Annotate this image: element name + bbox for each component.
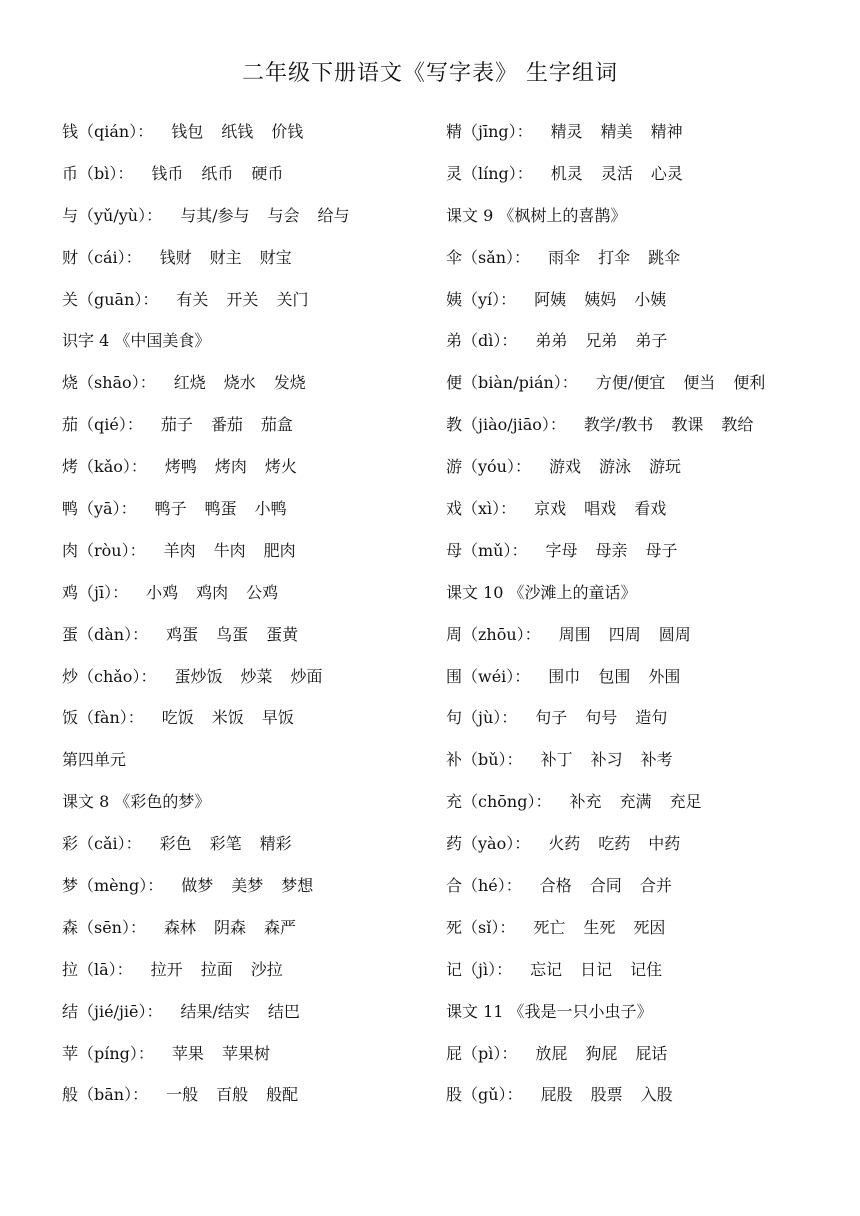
compound-word: 游玩 <box>649 457 682 477</box>
compound-word: 钱财 <box>159 247 192 267</box>
compound-word: 屁话 <box>635 1043 668 1063</box>
compound-word: 一般 <box>166 1085 199 1105</box>
compound-word: 围巾 <box>548 666 581 686</box>
section-heading <box>62 788 432 830</box>
character-pinyin: 结（jié/jiē）： <box>62 1001 163 1021</box>
vocab-entry <box>62 998 432 1040</box>
compound-word: 精彩 <box>259 834 292 854</box>
character-pinyin: 灵（líng）： <box>446 163 533 183</box>
compound-word: 森林 <box>164 917 197 937</box>
character-pinyin: 关（guān）： <box>62 289 159 309</box>
compound-word: 四周 <box>608 624 641 644</box>
compound-word: 充足 <box>669 792 702 812</box>
compound-word: 梦想 <box>281 876 314 896</box>
character-pinyin: 鸭（yā）： <box>62 499 137 519</box>
compound-word: 包围 <box>598 666 631 686</box>
character-pinyin: 戏（xì）： <box>446 499 517 519</box>
vocab-entry <box>62 914 432 956</box>
compound-word: 美梦 <box>231 876 264 896</box>
compound-word: 心灵 <box>650 163 683 183</box>
character-pinyin: 梦（mèng）： <box>62 876 164 896</box>
vocab-entry <box>446 244 846 286</box>
compound-word: 彩色 <box>159 834 192 854</box>
compound-word: 游泳 <box>599 457 632 477</box>
compound-word: 精神 <box>650 122 683 141</box>
compound-word: 结果/结实 <box>180 1001 250 1021</box>
compound-word: 充满 <box>619 792 652 812</box>
compound-word: 吃饭 <box>161 708 194 728</box>
compound-word: 补考 <box>640 750 673 770</box>
vocab-entry <box>62 704 432 746</box>
compound-word: 沙拉 <box>250 959 283 979</box>
compound-word: 与其/参与 <box>180 205 250 225</box>
vocab-entry <box>62 537 432 579</box>
right-column <box>446 118 846 1123</box>
vocab-entry <box>446 621 846 663</box>
compound-word: 死因 <box>633 917 666 937</box>
compound-word: 做梦 <box>181 876 214 896</box>
compound-word: 机灵 <box>550 163 583 183</box>
compound-word: 记住 <box>630 959 663 979</box>
character-pinyin: 股（gǔ）： <box>446 1085 523 1105</box>
compound-word: 公鸡 <box>246 582 279 602</box>
vocab-entry <box>446 788 846 830</box>
compound-word: 百般 <box>216 1085 249 1105</box>
compound-word: 股票 <box>590 1085 623 1105</box>
character-pinyin: 蛋（dàn）： <box>62 624 149 644</box>
compound-word: 教课 <box>671 415 704 435</box>
compound-word: 弟子 <box>635 331 668 351</box>
heading-text: 课文 10 《沙滩上的童话》 <box>446 582 637 602</box>
character-pinyin: 币（bì）： <box>62 163 134 183</box>
compound-word: 烧水 <box>223 373 256 393</box>
vocab-entry <box>446 1081 846 1123</box>
vocab-entry <box>446 746 846 788</box>
compound-word: 小鸭 <box>254 499 287 519</box>
compound-word: 忘记 <box>530 959 563 979</box>
section-heading <box>446 579 846 621</box>
vocab-entry <box>446 369 846 411</box>
compound-word: 火药 <box>548 834 581 854</box>
section-heading <box>446 998 846 1040</box>
character-pinyin: 便（biàn/pián）： <box>446 373 578 393</box>
compound-word: 姨妈 <box>584 289 617 309</box>
compound-word: 造句 <box>635 708 668 728</box>
compound-word: 与会 <box>267 205 300 225</box>
character-pinyin: 财（cái）： <box>62 247 142 267</box>
compound-word: 烤肉 <box>214 457 247 477</box>
compound-word: 有关 <box>176 289 209 309</box>
compound-word: 炒菜 <box>240 666 273 686</box>
compound-word: 鸡肉 <box>196 582 229 602</box>
compound-word: 放屁 <box>535 1043 568 1063</box>
character-pinyin: 句（jù）： <box>446 708 518 728</box>
compound-word: 发烧 <box>273 373 306 393</box>
compound-word: 精灵 <box>550 122 583 141</box>
compound-word: 茄盒 <box>260 415 293 435</box>
vocab-entry <box>62 369 432 411</box>
heading-text: 第四单元 <box>62 750 127 770</box>
compound-word: 游戏 <box>548 457 581 477</box>
vocab-entry <box>62 160 432 202</box>
vocab-entry <box>62 244 432 286</box>
vocab-entry <box>446 663 846 705</box>
compound-word: 唱戏 <box>584 499 617 519</box>
compound-word: 教学/教书 <box>583 415 654 435</box>
compound-word: 苹果树 <box>221 1043 270 1063</box>
section-heading <box>62 327 432 369</box>
vocab-entry <box>446 537 846 579</box>
compound-word: 茄子 <box>160 415 193 435</box>
compound-word: 鸭子 <box>154 499 187 519</box>
vocab-entry <box>446 830 846 872</box>
compound-word: 入股 <box>640 1085 673 1105</box>
compound-word: 打伞 <box>598 247 631 267</box>
compound-word: 鸟蛋 <box>216 624 249 644</box>
vocab-entry <box>62 956 432 998</box>
compound-word: 羊肉 <box>163 540 196 560</box>
compound-word: 给与 <box>317 205 350 225</box>
character-pinyin: 补（bǔ）： <box>446 750 523 770</box>
compound-word: 牛肉 <box>213 540 246 560</box>
character-pinyin: 饭（fàn）： <box>62 708 144 728</box>
compound-word: 雨伞 <box>548 247 581 267</box>
heading-text: 课文 9 《枫树上的喜鹊》 <box>446 205 627 225</box>
vocab-entry <box>62 579 432 621</box>
compound-word: 便当 <box>683 373 716 393</box>
left-column <box>62 118 432 1123</box>
character-pinyin: 烧（shāo）： <box>62 373 156 393</box>
character-pinyin: 般（bān）： <box>62 1085 149 1105</box>
character-pinyin: 茄（qié）： <box>62 415 143 435</box>
compound-word: 财宝 <box>259 247 292 267</box>
compound-word: 方便/便宜 <box>595 373 666 393</box>
character-pinyin: 弟（dì）： <box>446 331 518 351</box>
character-pinyin: 烤（kǎo）： <box>62 457 147 477</box>
compound-word: 拉面 <box>200 959 233 979</box>
vocab-entry <box>446 704 846 746</box>
compound-word: 句号 <box>585 708 618 728</box>
compound-word: 蛋黄 <box>266 624 299 644</box>
character-pinyin: 森（sēn）： <box>62 917 146 937</box>
vocab-entry <box>446 160 846 202</box>
vocab-entry <box>446 286 846 328</box>
character-pinyin: 记（jì）： <box>446 959 513 979</box>
compound-word: 拉开 <box>150 959 183 979</box>
compound-word: 硬币 <box>251 163 284 183</box>
compound-word: 合并 <box>639 876 672 896</box>
character-pinyin: 屁（pì）： <box>446 1043 518 1063</box>
vocab-entry <box>446 411 846 453</box>
compound-word: 烤鸭 <box>164 457 197 477</box>
heading-text: 课文 11 《我是一只小虫子》 <box>446 1001 653 1021</box>
heading-text: 课文 8 《彩色的梦》 <box>62 792 211 812</box>
compound-word: 苹果 <box>171 1043 204 1063</box>
compound-word: 阿姨 <box>534 289 567 309</box>
character-pinyin: 鸡（jī）： <box>62 582 129 602</box>
compound-word: 财主 <box>209 247 242 267</box>
compound-word: 钱币 <box>151 163 184 183</box>
compound-word: 合格 <box>539 876 572 896</box>
compound-word: 母子 <box>645 540 678 560</box>
vocab-entry <box>446 118 846 160</box>
compound-word: 烤火 <box>264 457 297 477</box>
vocab-entry <box>62 1040 432 1082</box>
character-pinyin: 炒（chǎo）： <box>62 666 157 686</box>
compound-word: 森严 <box>264 917 297 937</box>
compound-word: 关门 <box>276 289 309 309</box>
character-pinyin: 充（chōng）： <box>446 792 552 812</box>
compound-word: 结巴 <box>267 1001 300 1021</box>
character-pinyin: 拉（lā）： <box>62 959 133 979</box>
vocab-entry <box>62 453 432 495</box>
vocab-entry <box>446 914 846 956</box>
compound-word: 补充 <box>569 792 602 812</box>
compound-word: 阴森 <box>214 917 247 937</box>
vocab-entry <box>62 621 432 663</box>
character-pinyin: 周（zhōu）： <box>446 624 541 644</box>
compound-word: 小鸡 <box>146 582 179 602</box>
compound-word: 生死 <box>583 917 616 937</box>
section-heading <box>446 202 846 244</box>
compound-word: 屁股 <box>540 1085 573 1105</box>
compound-word: 便利 <box>733 373 766 393</box>
character-pinyin: 教（jiào/jiāo）： <box>446 415 566 435</box>
page-title: 二年级下册语文《写字表》 生字组词 <box>242 61 618 86</box>
compound-word: 早饭 <box>261 708 294 728</box>
compound-word: 番茄 <box>210 415 243 435</box>
compound-word: 小姨 <box>634 289 667 309</box>
compound-word: 灵活 <box>600 163 633 183</box>
compound-word: 纸币 <box>201 163 234 183</box>
compound-word: 弟弟 <box>535 331 568 351</box>
vocab-entry <box>62 663 432 705</box>
character-pinyin: 彩（cǎi）： <box>62 834 142 854</box>
compound-word: 鸭蛋 <box>204 499 237 519</box>
vocab-entry <box>62 286 432 328</box>
vocab-entry <box>62 495 432 537</box>
compound-word: 纸钱 <box>221 122 254 141</box>
compound-word: 日记 <box>580 959 613 979</box>
compound-word: 看戏 <box>634 499 667 519</box>
compound-word: 狗屁 <box>585 1043 618 1063</box>
character-pinyin: 药（yào）： <box>446 834 531 854</box>
compound-word: 周围 <box>558 624 591 644</box>
section-heading <box>62 746 432 788</box>
character-pinyin: 母（mǔ）： <box>446 540 528 560</box>
vocab-entry <box>446 956 846 998</box>
character-pinyin: 游（yóu）： <box>446 457 531 477</box>
vocab-entry <box>446 495 846 537</box>
character-pinyin: 肉（ròu）： <box>62 540 146 560</box>
character-pinyin: 钱（qián）： <box>62 122 154 141</box>
vocab-entry <box>62 411 432 453</box>
compound-word: 母亲 <box>595 540 628 560</box>
vocab-entry <box>446 327 846 369</box>
character-pinyin: 苹（píng）： <box>62 1043 154 1063</box>
character-pinyin: 精（jīng）： <box>446 122 533 141</box>
compound-word: 鸡蛋 <box>166 624 199 644</box>
compound-word: 圆周 <box>658 624 691 644</box>
vocab-entry <box>62 872 432 914</box>
character-pinyin: 伞（sǎn）： <box>446 247 531 267</box>
compound-word: 肥肉 <box>263 540 296 560</box>
compound-word: 红烧 <box>173 373 206 393</box>
compound-word: 补习 <box>590 750 623 770</box>
compound-word: 般配 <box>266 1085 299 1105</box>
vocab-entry <box>62 1081 432 1123</box>
character-pinyin: 死（sǐ）： <box>446 917 516 937</box>
compound-word: 京戏 <box>534 499 567 519</box>
heading-text: 识字 4 《中国美食》 <box>62 331 211 351</box>
compound-word: 跳伞 <box>648 247 681 267</box>
compound-word: 蛋炒饭 <box>174 666 223 686</box>
compound-word: 外围 <box>648 666 681 686</box>
character-pinyin: 姨（yí）： <box>446 289 517 309</box>
compound-word: 合同 <box>589 876 622 896</box>
compound-word: 兄弟 <box>585 331 618 351</box>
compound-word: 价钱 <box>271 122 304 141</box>
compound-word: 死亡 <box>533 917 566 937</box>
compound-word: 补丁 <box>540 750 573 770</box>
vocab-entry <box>446 1040 846 1082</box>
vocab-entry <box>446 453 846 495</box>
compound-word: 彩笔 <box>209 834 242 854</box>
compound-word: 中药 <box>648 834 681 854</box>
compound-word: 炒面 <box>290 666 323 686</box>
compound-word: 教给 <box>721 415 754 435</box>
character-pinyin: 合（hé）： <box>446 876 522 896</box>
vocab-entry <box>62 830 432 872</box>
compound-word: 字母 <box>545 540 578 560</box>
character-pinyin: 围（wéi）： <box>446 666 531 686</box>
compound-word: 开关 <box>226 289 259 309</box>
vocab-entry <box>446 872 846 914</box>
compound-word: 钱包 <box>171 122 204 141</box>
compound-word: 精美 <box>600 122 633 141</box>
vocab-entry <box>62 118 432 160</box>
vocab-entry <box>62 202 432 244</box>
compound-word: 吃药 <box>598 834 631 854</box>
compound-word: 句子 <box>535 708 568 728</box>
compound-word: 米饭 <box>211 708 244 728</box>
character-pinyin: 与（yǔ/yù）： <box>62 205 163 225</box>
